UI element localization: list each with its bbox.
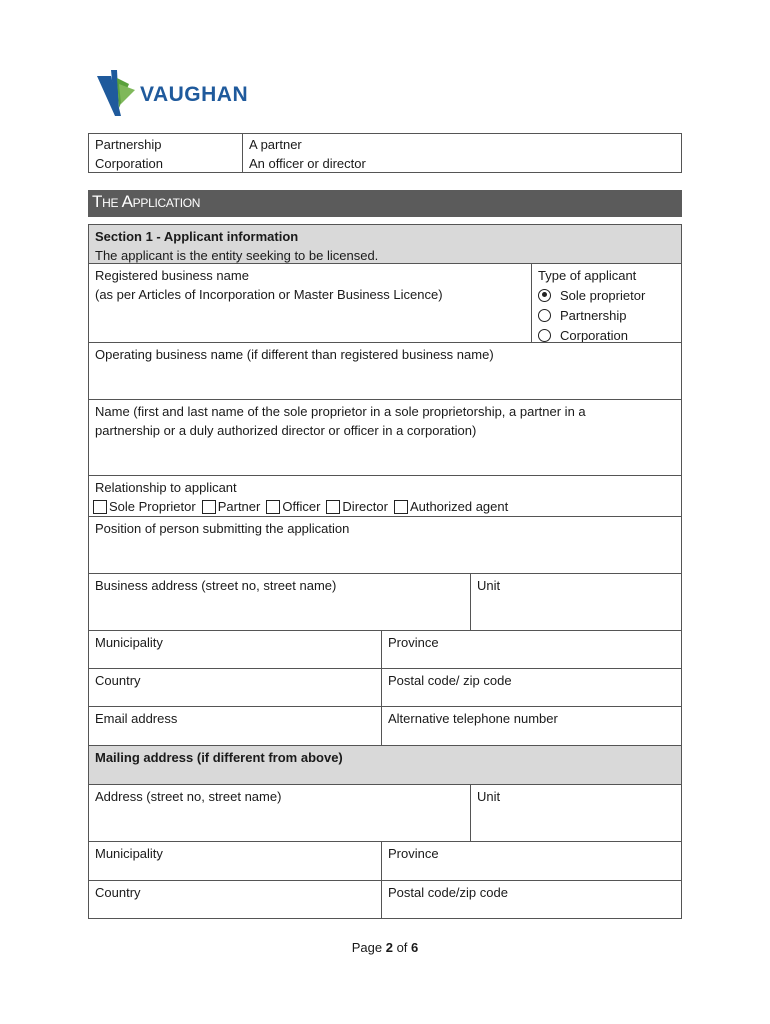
postal-label: Postal code/ zip code [388,673,512,688]
person-name-field[interactable] [88,399,682,476]
checkbox-partner[interactable] [202,497,261,516]
position-field[interactable] [88,516,682,574]
mailing-province-field[interactable] [381,841,682,881]
radio-selected-icon[interactable] [538,289,551,302]
relationship-group [88,475,682,517]
checkbox-icon[interactable] [394,500,408,514]
page-total: 6 [411,940,419,955]
applicant-type-group [531,263,682,343]
section1-header [88,224,682,264]
checkbox-label: Sole Proprietor [109,499,196,514]
unit-label: Unit [477,578,501,593]
country-field[interactable] [88,668,382,707]
mailing-postal-label: Postal code/zip code [388,885,508,900]
postal-field[interactable] [381,668,682,707]
radio-partnership[interactable] [538,305,675,325]
checkbox-label: Officer [282,499,321,514]
mailing-address-label: Address (street no, street name) [95,789,282,804]
registered-name-label: Registered business name [95,268,249,283]
mailing-address-field[interactable] [88,784,471,842]
person-name-label: Name (first and last name of the sole proprietor in a sole proprietorship, a partner in a partnership or a duly authorized director or officer in a corporation) [95,404,586,438]
checkbox-label: Partner [217,499,261,514]
province-label: Province [388,635,439,650]
radio-label-corporation: Corporation [560,327,628,343]
radio-empty-icon[interactable] [538,309,551,322]
roles-signer-1: A partner [249,137,302,152]
mailing-province-label: Province [388,846,439,861]
checkbox-icon[interactable] [326,500,340,514]
relationship-label: Relationship to applicant [95,480,237,495]
email-field[interactable] [88,706,382,746]
page-of: of [396,940,408,955]
municipality-field[interactable] [88,630,382,669]
roles-type-2: Corporation [95,156,163,171]
checkbox-officer[interactable] [266,497,320,516]
radio-empty-icon[interactable] [538,329,551,342]
mailing-unit-field[interactable] [470,784,682,842]
checkbox-icon[interactable] [93,500,107,514]
alt-phone-field[interactable] [381,706,682,746]
vaughan-logo [97,70,257,120]
country-label: Country [95,673,141,688]
checkbox-authorized-agent[interactable] [394,497,508,516]
checkbox-icon[interactable] [202,500,216,514]
vaughan-logo-mark [97,70,139,120]
mailing-municipality-field[interactable] [88,841,382,881]
mailing-title: Mailing address (if different from above) [95,750,343,765]
mailing-header [88,745,682,785]
radio-label-sole-proprietor: Sole proprietor [560,287,646,303]
radio-sole-proprietor[interactable] [538,285,675,305]
page-prefix: Page [351,940,383,955]
alt-phone-label: Alternative telephone number [388,711,558,726]
checkbox-director[interactable] [326,497,388,516]
checkbox-label: Authorized agent [409,499,509,514]
unit-field[interactable] [470,573,682,631]
logo-text: VAUGHAN [140,83,249,106]
mailing-country-field[interactable] [88,880,382,919]
section1-subtitle: The applicant is the entity seeking to be licensed. [95,248,379,263]
mailing-country-label: Country [95,885,141,900]
operating-name-label: Operating business name (if different than registered business name) [95,347,494,362]
section-title: The Application [88,190,682,217]
checkbox-icon[interactable] [266,500,280,514]
position-label: Position of person submitting the application [95,521,350,536]
municipality-label: Municipality [95,635,163,650]
roles-table [88,133,682,173]
business-address-label: Business address (street no, street name) [95,578,337,593]
roles-type-1: Partnership [95,137,162,152]
page-current: 2 [385,940,393,955]
mailing-municipality-label: Municipality [95,846,163,861]
registered-name-field[interactable] [88,263,532,343]
business-address-field[interactable] [88,573,471,631]
applicant-type-label: Type of applicant [538,268,637,283]
radio-label-partnership: Partnership [560,307,627,323]
roles-signer-2: An officer or director [249,156,366,171]
checkbox-label: Director [342,499,388,514]
mailing-postal-field[interactable] [381,880,682,919]
section1-title: Section 1 - Applicant information [95,229,299,244]
province-field[interactable] [381,630,682,669]
mailing-unit-label: Unit [477,789,501,804]
registered-name-hint: (as per Articles of Incorporation or Master Business Licence) [95,287,443,302]
operating-name-field[interactable] [88,342,682,400]
checkbox-sole-proprietor[interactable] [93,497,196,516]
email-label: Email address [95,711,178,726]
page-number [0,940,770,955]
